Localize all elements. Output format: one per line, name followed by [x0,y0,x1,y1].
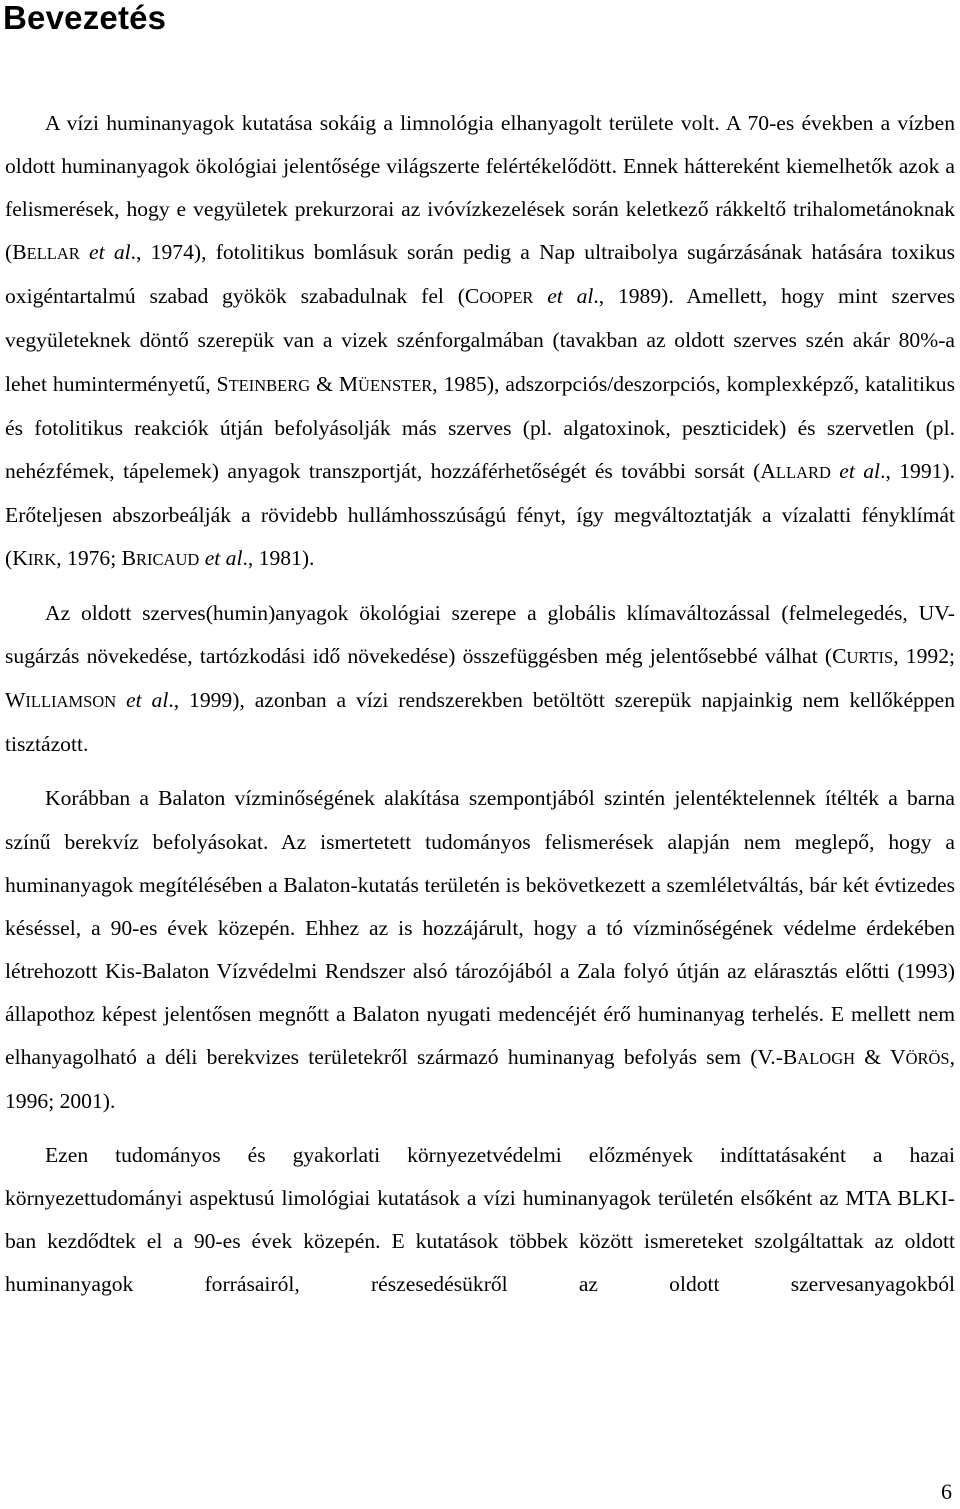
text-run: , 1992; [893,644,955,669]
page-number: 6 [941,1479,952,1504]
citation-author: VÖRÖS [889,1044,950,1069]
text-run: Korábban a Balaton vízminőségének alakítása szempontjából szintén jelentéktelennek ítélték a barna színű berekvíz befolyásokat. Az ismertetett tudományos felismerések alapján nem meglepő, hogy a huminanyagok megítélésében a Balaton-kutatás területén is bekövetkezett a szemléletváltás, bár két évtizedes késéssel, a 90-es évek közepén. Ehhez az is hozzájárult, hogy a tó vízminőségének védelme érdekében létrehozott Kis-Balaton Vízvédelmi Rendszer alsó tározójából a Zala folyó útján az elárasztás előtti (1993) állapothoz képest jelentősen megnőtt a Balaton nyugati medencéjét érő huminanyag terhelés. E mellett nem elhanyagolható a déli berekvizes területekről származó huminanyag befolyás sem (V.- [5,786,955,1069]
text-run: , 1996; 2001). [5,1044,956,1114]
citation-author: BALOGH [782,1044,856,1069]
citation-author: COOPER [464,284,534,309]
text-run: & [310,371,339,396]
citation-etal: et al [839,458,881,483]
citation-author: KIRK [12,545,57,570]
citation-author: WILLIAMSON [5,688,117,713]
text-run: , 1985), adszorpciós/deszorpciós, komplexképző, katalitikus és fotolitikus reakciók útján befolyásolják más szerves (pl. algatoxinok, peszticidek) és szervetlen (pl. nehézfémek, tápelemek) anyagok transzportját, hozzáférhetőségét és további sorsát ( [5,371,955,483]
text-run: ., 1974), fotolitikus bomlásuk során pedig a Nap ultraibolya sugárzásának hatására toxikus oxigéntartalmú szabad gyökök szabadulnak fel ( [5,240,956,309]
paragraph-4 [5,1134,955,1306]
text-run: ., 1981). [242,545,315,570]
paragraph-3 [5,777,955,1123]
text-run: Az oldott szerves(humin)anyagok ökológiai szerepe a globális klímaváltozással (felmelegedés, UV-sugárzás növekedése, tartózkodási idő növekedése) összefüggésben még jelentősebbé válhat ( [5,601,955,669]
paragraph-1 [5,102,955,581]
text-run: A vízi huminanyagok kutatása sokáig a limnológia elhanyagolt területe volt. A 70-es években a vízben oldott huminanyagok ökológiai jelentősége világszerte felértékelődött. Ennek háttereként kiemelhetők azok a felismerések, hogy e vegyületek prekurzorai az ivóvízkezelések során keletkező rákkeltő trihalometánoknak ( [5,111,955,265]
citation-etal: et al [126,688,169,713]
text-run: ., 1989). Amellett, hogy mint szerves vegyületeknek döntő szerepük van a vizek szénforgalmában (tavakban az oldott szerves szén akár 80%-a lehet huminterményetű, [5,284,955,396]
citation-author: STEINBERG [216,371,311,396]
citation-etal: et al [547,284,594,309]
text-run: Ezen tudományos és gyakorlati környezetvédelmi előzmények indíttatásaként a hazai környezettudományi aspektusú limológiai kutatások a vízi huminanyagok területén elsőként az MTA BLKI-ban kezdődtek el a 90-es évek közepén. E kutatások többek között ismereteket szolgáltattak az oldott huminanyagok forrásairól, részesedésükről az oldott szervesanyagokból [5,1143,955,1297]
text-run: & [855,1044,890,1069]
citation-author: BRICAUD [121,545,200,570]
citation-etal: et al [89,240,131,265]
text-run: , 1976; [56,545,122,570]
citation-author: MÜENSTER [338,371,433,396]
citation-etal: et al [204,545,243,570]
citation-author: BELLAR [12,240,80,265]
paragraph-2 [5,592,955,766]
citation-author: CURTIS [832,644,894,669]
page-title: Bevezetés [3,0,167,36]
body-text [5,102,955,1318]
text-run: ., 1991). Erőteljesen abszorbeálják a rövidebb hullámhosszúságú fényt, így megváltoztatják a vízalatti fényklímát ( [5,458,956,570]
citation-author: ALLARD [760,458,831,483]
text-run: ., 1999), azonban a vízi rendszerekben betöltött szerepük napjainkig nem kellőképpen tisztázott. [5,688,956,757]
